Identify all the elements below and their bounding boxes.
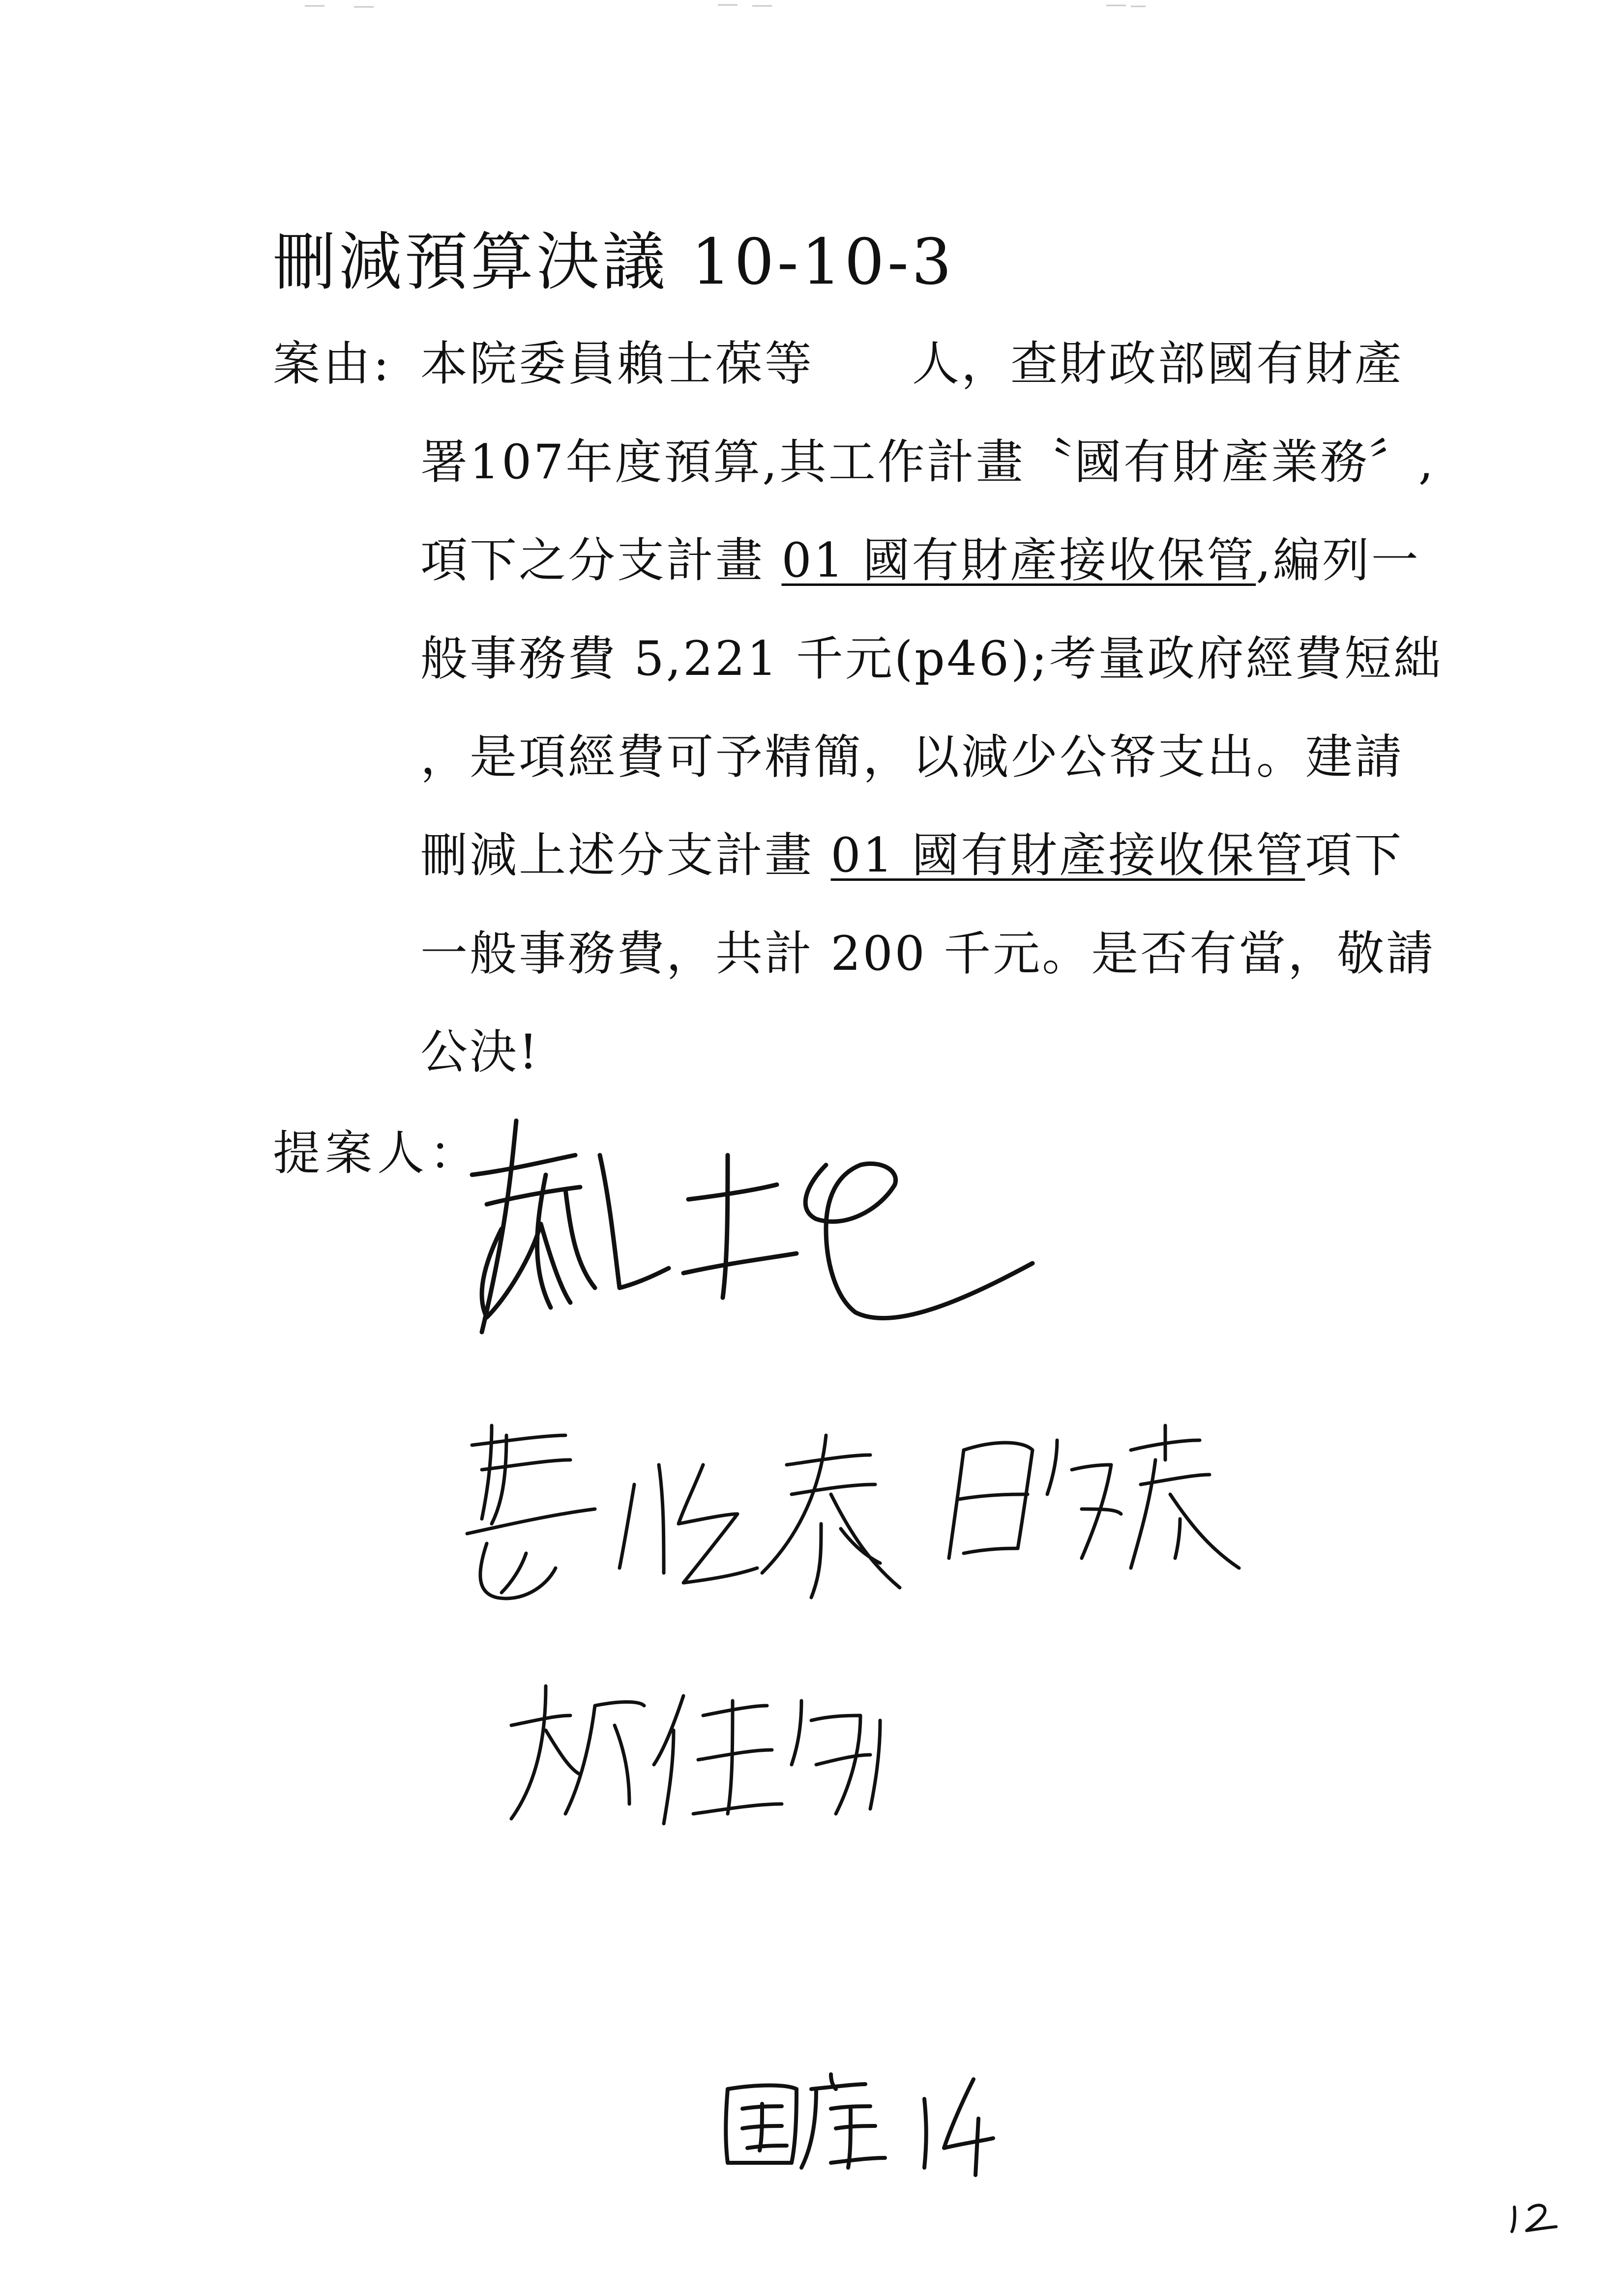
case-line-2: 署107年度預算,其工作計畫〝國有財產業務〞, <box>420 435 1436 490</box>
case-line-6c: 項下 <box>1305 828 1404 883</box>
signature-3 <box>934 1411 1278 1588</box>
case-line-3a: 項下之分支計畫 <box>420 533 765 588</box>
branch-plan-underlined-2: 01 國有財產接收保管 <box>830 828 1305 883</box>
case-line-6 <box>420 806 1403 904</box>
case-line-8: 公決! <box>420 1024 540 1079</box>
case-line-3 <box>420 511 1420 610</box>
case-label: 案由: <box>273 336 392 391</box>
signature-1 <box>452 1101 1042 1357</box>
case-line-1: 本院委員賴士葆等 人，查財政部國有財產 <box>420 336 1404 391</box>
case-line-6a: 刪減上述分支計畫 <box>420 828 814 883</box>
scan-edge-marks <box>0 0 1624 20</box>
page-number-handwritten <box>1505 2197 1564 2237</box>
case-line-5: ，是項經費可予精簡，以減少公帑支出。建請 <box>420 729 1404 785</box>
case-line-3c: ,編列一 <box>1256 533 1420 588</box>
resolution-title: 刪減預算決議 10-10-3 <box>273 226 955 299</box>
case-line-7: 一般事務費，共計 200 千元。是否有當，敬請 <box>420 926 1436 981</box>
case-line-4: 般事務費 5,221 千元(p46);考量政府經費短絀 <box>420 631 1443 686</box>
signature-4 <box>497 1666 900 1833</box>
handwritten-note <box>718 2069 993 2178</box>
proposer-label: 提案人： <box>273 1126 481 1181</box>
branch-plan-underlined-1: 01 國有財產接收保管 <box>781 533 1256 588</box>
signature-2 <box>447 1406 939 1612</box>
